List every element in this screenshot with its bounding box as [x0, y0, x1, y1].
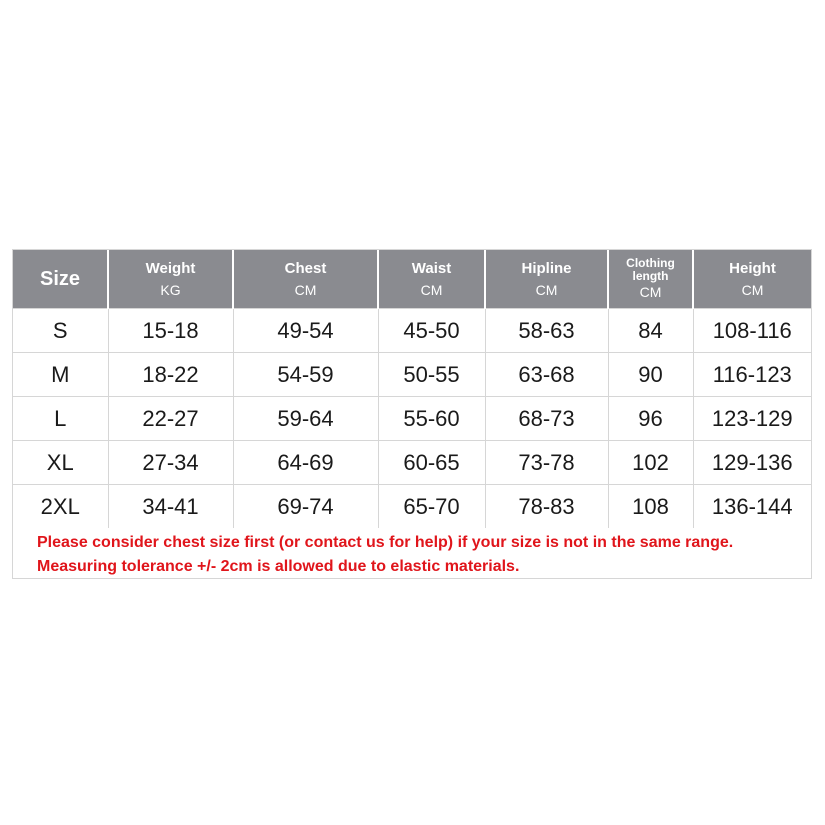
header-waist	[378, 250, 485, 309]
header-row	[13, 250, 811, 309]
cell-weight: 34-41	[108, 485, 233, 529]
header-clothing-length-line1: Clothing	[626, 256, 675, 270]
cell-chest: 49-54	[233, 309, 378, 353]
table-row	[13, 397, 811, 441]
header-hipline-label: Hipline	[521, 259, 572, 277]
cell-chest: 59-64	[233, 397, 378, 441]
header-height	[693, 250, 811, 309]
cell-weight: 18-22	[108, 353, 233, 397]
header-chest-unit: CM	[294, 281, 317, 298]
cell-clothing-length: 108	[608, 485, 693, 529]
cell-size: L	[13, 397, 108, 441]
size-notes	[37, 531, 807, 579]
header-clothing-length-unit: CM	[639, 284, 662, 300]
cell-size: 2XL	[13, 485, 108, 529]
cell-height: 123-129	[693, 397, 811, 441]
cell-waist: 45-50	[378, 309, 485, 353]
cell-chest: 54-59	[233, 353, 378, 397]
cell-hipline: 63-68	[485, 353, 608, 397]
cell-waist: 50-55	[378, 353, 485, 397]
note-tolerance: Measuring tolerance +/- 2cm is allowed due to elastic materials.	[37, 558, 520, 575]
header-weight-unit: KG	[160, 281, 181, 298]
header-size-label: Size	[39, 268, 81, 290]
cell-weight: 15-18	[108, 309, 233, 353]
cell-size: XL	[13, 441, 108, 485]
cell-height: 108-116	[693, 309, 811, 353]
header-chest	[233, 250, 378, 309]
cell-height: 136-144	[693, 485, 811, 529]
table-row	[13, 353, 811, 397]
cell-hipline: 78-83	[485, 485, 608, 529]
header-waist-unit: CM	[420, 281, 443, 298]
table-row	[13, 309, 811, 353]
header-weight-label: Weight	[145, 259, 196, 277]
header-clothing-length	[608, 250, 693, 309]
table-row	[13, 441, 811, 485]
header-hipline	[485, 250, 608, 309]
size-chart	[12, 249, 812, 579]
header-clothing-length-line2: length	[632, 269, 669, 283]
cell-hipline: 58-63	[485, 309, 608, 353]
cell-clothing-length: 90	[608, 353, 693, 397]
header-chest-label: Chest	[284, 259, 327, 277]
cell-weight: 22-27	[108, 397, 233, 441]
header-height-unit: CM	[741, 281, 764, 298]
header-weight	[108, 250, 233, 309]
cell-chest: 69-74	[233, 485, 378, 529]
cell-size: S	[13, 309, 108, 353]
note-chest-first: Please consider chest size first (or contact us for help) if your size is not in the same range.	[37, 534, 734, 551]
header-hipline-unit: CM	[535, 281, 558, 298]
header-waist-label: Waist	[411, 259, 452, 277]
cell-chest: 64-69	[233, 441, 378, 485]
header-height-label: Height	[729, 259, 776, 277]
cell-clothing-length: 84	[608, 309, 693, 353]
cell-clothing-length: 102	[608, 441, 693, 485]
cell-waist: 55-60	[378, 397, 485, 441]
cell-hipline: 68-73	[485, 397, 608, 441]
cell-waist: 60-65	[378, 441, 485, 485]
cell-hipline: 73-78	[485, 441, 608, 485]
table-row	[13, 485, 811, 529]
cell-waist: 65-70	[378, 485, 485, 529]
cell-height: 116-123	[693, 353, 811, 397]
size-table	[13, 250, 811, 528]
header-size	[13, 250, 108, 309]
cell-height: 129-136	[693, 441, 811, 485]
cell-size: M	[13, 353, 108, 397]
cell-clothing-length: 96	[608, 397, 693, 441]
cell-weight: 27-34	[108, 441, 233, 485]
